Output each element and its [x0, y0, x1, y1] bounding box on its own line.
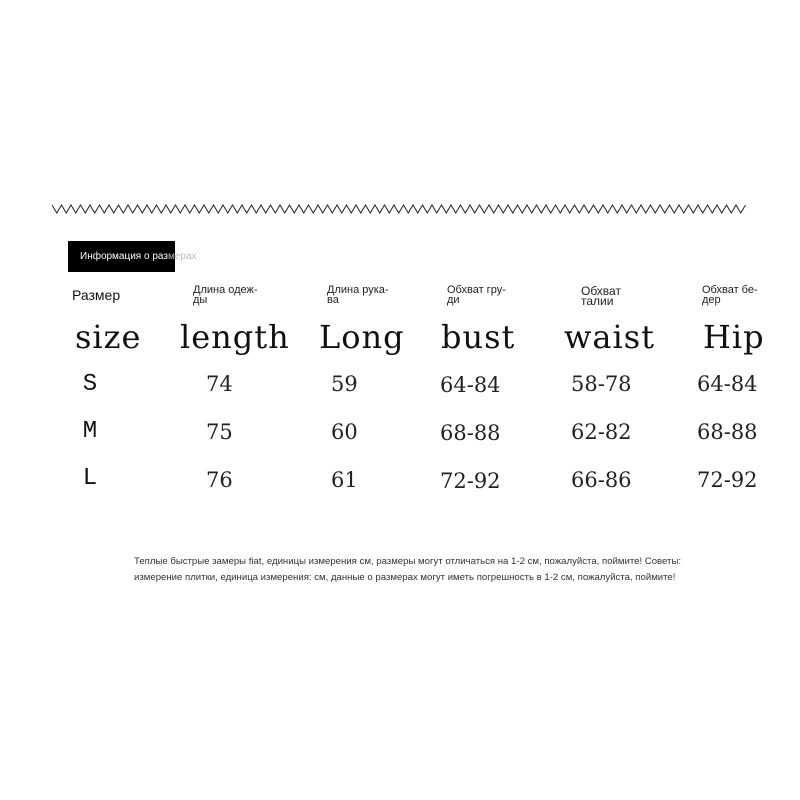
header-ru-length	[193, 285, 258, 305]
row-m-bust: 68-88	[440, 421, 501, 445]
row-s-bust: 64-84	[440, 373, 501, 397]
row-m-size: M	[82, 418, 98, 445]
row-m-waist: 62-82	[571, 420, 632, 444]
header-en-waist: waist	[564, 318, 655, 356]
header-ru-hip	[702, 285, 758, 305]
header-en-size: size	[75, 318, 142, 356]
header-en-length: length	[180, 318, 290, 356]
row-m-sleeve: 60	[331, 420, 358, 444]
row-l-hip: 72-92	[697, 468, 758, 492]
measurement-note-line2: измерение плитки, единица измерения: см, данные о размерах могут иметь погрешность в 1-2 см, пожалуйста, поймите!	[134, 572, 676, 583]
row-s-hip: 64-84	[697, 372, 758, 396]
header-ru-waist-line1: Обхват	[581, 284, 621, 298]
header-en-bust: bust	[441, 318, 516, 356]
zigzag-divider	[52, 203, 750, 215]
size-info-tab-label-faded: мерах	[167, 251, 197, 262]
row-l-size: L	[82, 465, 98, 492]
row-s-sleeve: 59	[331, 372, 358, 396]
row-s-waist: 58-78	[571, 372, 632, 396]
row-m-length: 75	[206, 420, 233, 444]
header-ru-bust	[447, 285, 506, 305]
header-ru-bust-line2: ди	[447, 294, 460, 306]
row-s-length: 74	[206, 372, 233, 396]
size-info-tab	[68, 241, 197, 272]
header-en-hip: Hip	[703, 318, 765, 356]
row-l-sleeve: 61	[331, 468, 358, 492]
size-info-tab-label: Информация о раз	[80, 251, 168, 262]
header-ru-sleeve	[327, 285, 389, 305]
header-ru-sleeve-line2: ва	[327, 294, 339, 306]
header-ru-bust-line1: Обхват гру-	[447, 284, 506, 296]
header-ru-waist	[581, 286, 621, 306]
header-ru-length-line1: Длина одеж-	[193, 284, 258, 296]
row-l-waist: 66-86	[571, 468, 632, 492]
header-ru-length-line2: ды	[193, 294, 208, 306]
row-s-size: S	[82, 371, 98, 398]
row-m-hip: 68-88	[697, 420, 758, 444]
header-ru-size: Размер	[72, 287, 121, 303]
row-l-length: 76	[206, 468, 233, 492]
header-en-sleeve: Long	[319, 318, 405, 356]
measurement-note-line1: Теплые быстрые замеры fiat, единицы измерения см, размеры могут отличаться на 1-2 см, пожалуйста, поймите! Советы:	[134, 556, 682, 567]
header-ru-sleeve-line1: Длина рука-	[327, 284, 389, 296]
header-ru-hip-line2: дер	[702, 294, 721, 306]
header-ru-hip-line1: Обхват бе-	[702, 284, 758, 296]
header-ru-waist-line2: талии	[581, 294, 614, 308]
row-l-bust: 72-92	[440, 469, 501, 493]
